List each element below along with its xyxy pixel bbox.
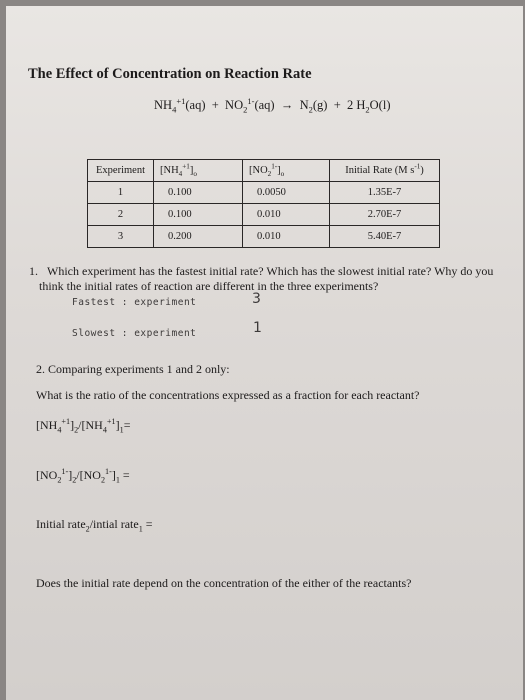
reactant-2-charge: 1- [247, 95, 255, 106]
no2-ratio-equals: = [119, 468, 130, 482]
header-no2-open: [NO [249, 165, 268, 176]
header-no2 [243, 160, 330, 182]
page-title: The Effect of Concentration on Reaction Rate [28, 66, 312, 82]
rate-data-table [87, 159, 440, 248]
rate-ratio-b: /intial rate [89, 517, 139, 531]
cell-nh4: 0.200 [154, 226, 243, 248]
header-nh4 [154, 160, 243, 182]
rate-ratio-line [36, 517, 153, 532]
reactant-1-state: (aq) [185, 98, 206, 112]
cell-no2: 0.010 [243, 226, 330, 248]
header-no2-close: ] [277, 165, 281, 176]
cell-experiment: 2 [88, 204, 154, 226]
question-1-number: 1. [29, 264, 38, 278]
nh4-ratio-mid-sub: 2 [74, 425, 79, 435]
final-question: Does the initial rate depend on the concentration of the either of the reactants? [36, 576, 412, 590]
no2-ratio-sub2: 2 [100, 475, 106, 485]
answer-fastest: Fastest : experiment [72, 297, 197, 308]
nh4-ratio-line [36, 418, 130, 433]
question-1-text: Which experiment has the fastest initial rate? Which has the slowest initial rate? Why do you think the initial rates of reaction are different in the three experiments? [39, 264, 494, 293]
no2-ratio-sup2: 1- [105, 467, 112, 476]
reactant-1: NH [154, 98, 173, 112]
product-1: N [299, 98, 309, 112]
cell-nh4: 0.100 [154, 204, 243, 226]
header-rate-close: ) [420, 165, 424, 176]
plus-sign: + [333, 98, 341, 112]
cell-experiment: 3 [88, 226, 154, 248]
rate-ratio-a: Initial rate [36, 517, 86, 531]
nh4-ratio-sup: +1 [61, 417, 71, 426]
cell-no2: 0.0050 [243, 182, 330, 204]
no2-ratio-end: ] [111, 468, 116, 482]
header-nh4-open: [NH [160, 165, 179, 176]
product-1-subscript: 2 [308, 104, 313, 115]
header-no2-sub: 2 [267, 170, 272, 179]
question-2-prompt: What is the ratio of the concentrations expressed as a fraction for each reactant? [36, 388, 420, 402]
cell-experiment: 1 [88, 182, 154, 204]
header-rate-sup: -1 [414, 162, 421, 171]
worksheet-page [6, 6, 523, 700]
nh4-ratio-mid: ] [70, 418, 75, 432]
cell-nh4: 0.100 [154, 182, 243, 204]
reactant-1-subscript: 4 [172, 104, 177, 115]
header-rate-label: Initial Rate (M s [345, 165, 415, 176]
no2-ratio-open: [NO [36, 468, 58, 482]
no2-ratio-sub: 2 [57, 475, 62, 485]
no2-ratio-end-sub: 1 [115, 475, 120, 485]
nh4-ratio-sub2: 4 [102, 425, 107, 435]
header-nh4-sup: +1 [182, 162, 190, 171]
header-nh4-index: o [193, 170, 197, 179]
product-1-state: (g) [312, 98, 328, 112]
header-no2-index: o [280, 170, 285, 179]
product-2-coefficient: 2 [347, 98, 354, 112]
cell-rate: 2.70E-7 [330, 204, 440, 226]
reactant-2-state: (aq) [254, 98, 275, 112]
header-initial-rate [330, 160, 440, 182]
product-2-subscript: 2 [365, 104, 370, 115]
header-no2-sup: 1- [271, 162, 278, 171]
table-row [88, 226, 440, 248]
answer-fastest-value: 3 [252, 291, 261, 307]
no2-ratio-slash: /[NO [76, 468, 101, 482]
cell-rate: 5.40E-7 [330, 226, 440, 248]
answer-slowest-value: 1 [253, 320, 262, 336]
reactant-2-subscript: 2 [243, 104, 248, 115]
rate-ratio-a-sub: 2 [85, 524, 90, 534]
answer-slowest: Slowest : experiment [72, 328, 197, 339]
no2-ratio-mid: ] [68, 468, 73, 482]
nh4-ratio-sub: 4 [57, 425, 62, 435]
nh4-ratio-end: ] [115, 418, 120, 432]
question-2-heading: 2. Comparing experiments 1 and 2 only: [36, 362, 230, 376]
header-nh4-close: ] [189, 165, 194, 176]
table-row [88, 182, 440, 204]
plus-sign: + [211, 98, 219, 112]
cell-no2: 0.010 [243, 204, 330, 226]
reaction-equation [154, 95, 391, 115]
nh4-ratio-end-sub: 1 [119, 425, 124, 435]
table-header-row [88, 160, 440, 182]
no2-ratio-sup: 1- [61, 467, 69, 476]
header-nh4-sub: 4 [178, 170, 183, 179]
rate-ratio-b-sub: 1 [138, 524, 143, 534]
nh4-ratio-sup2: +1 [106, 417, 116, 426]
reactant-1-charge: +1 [176, 95, 186, 106]
rate-ratio-equals: = [142, 517, 153, 531]
no2-ratio-line [36, 468, 130, 483]
reaction-arrow-icon: → [280, 98, 294, 112]
nh4-ratio-open: [NH [36, 418, 58, 432]
no2-ratio-mid-sub: 2 [72, 475, 77, 485]
nh4-ratio-equals: = [123, 418, 131, 432]
product-2-h: H [356, 98, 366, 112]
reactant-2: NO [225, 98, 244, 112]
cell-rate: 1.35E-7 [330, 182, 440, 204]
nh4-ratio-slash: /[NH [78, 418, 103, 432]
question-1 [29, 264, 517, 294]
table-row [88, 204, 440, 226]
header-experiment: Experiment [88, 160, 154, 182]
product-2-o: O(l) [369, 98, 391, 112]
